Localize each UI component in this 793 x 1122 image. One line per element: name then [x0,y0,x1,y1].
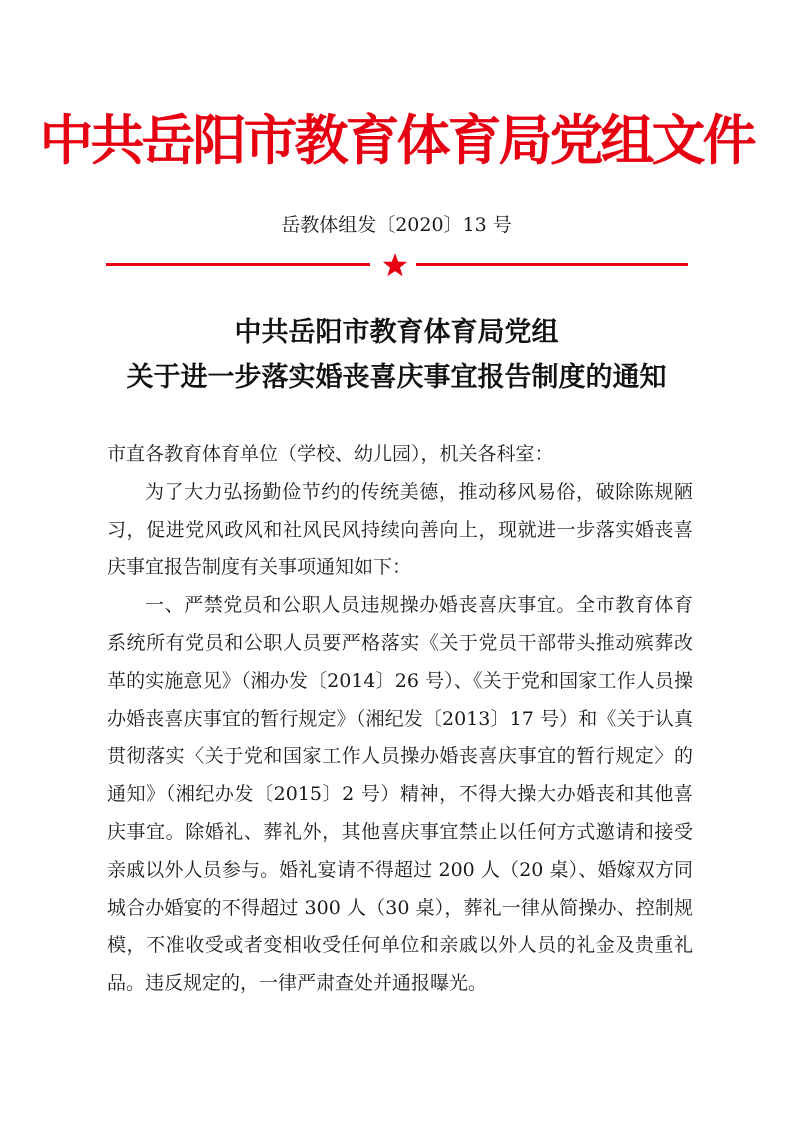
notice-body [107,436,693,1003]
notice-title [0,310,793,400]
document-number: 岳教体组发〔2020〕13 号 [281,214,512,236]
red-divider [106,252,688,278]
document-header-title: 中共岳阳市教育体育局党组文件 [39,108,754,172]
notice-title-line-1: 中共岳阳市教育体育局党组 [234,317,559,348]
salutation: 市直各教育体育单位（学校、幼儿园），机关各科室： [107,443,554,465]
star-icon [382,252,408,278]
divider-line-right [416,263,688,266]
notice-title-line-2: 关于进一步落实婚丧喜庆事宜报告制度的通知 [126,362,667,393]
section-1-paragraph: 一、严禁党员和公职人员违规操办婚丧喜庆事宜。全市教育体育系统所有党员和公职人员要严格落实《关于党员干部带头推动殡葬改革的实施意见》（湘办发〔2014〕26 号）、《关于党和国家工作人员操办婚丧喜庆事宜的暂行规定》（湘纪发〔2013〕17 号）和《关于认真贯彻落实〈关于党和国家工作人员操办婚丧喜庆事宜的暂行规定〉的通知》（湘纪办发〔2015〕2 号）精神，不得大操大办婚丧和其他喜庆事宜。除婚礼、葬礼外，其他喜庆事宜禁止以任何方式邀请和接受亲戚以外人员参与。婚礼宴请不得超过 200 人（20 桌）、婚嫁双方同城合办婚宴的不得超过 300 人（30 桌），葬礼一律从简操办、控制规模，不准收受或者变相收受任何单位和亲戚以外人员的礼金及贵重礼品。违反规定的，一律严肃查处并通报曝光。 [107,594,693,995]
divider-line-left [106,263,370,266]
intro-paragraph: 为了大力弘扬勤俭节约的传统美德，推动移风易俗，破除陈规陋习，促进党风政风和社风民风持续向善向上，现就进一步落实婚丧喜庆事宜报告制度有关事项通知如下： [107,480,693,579]
